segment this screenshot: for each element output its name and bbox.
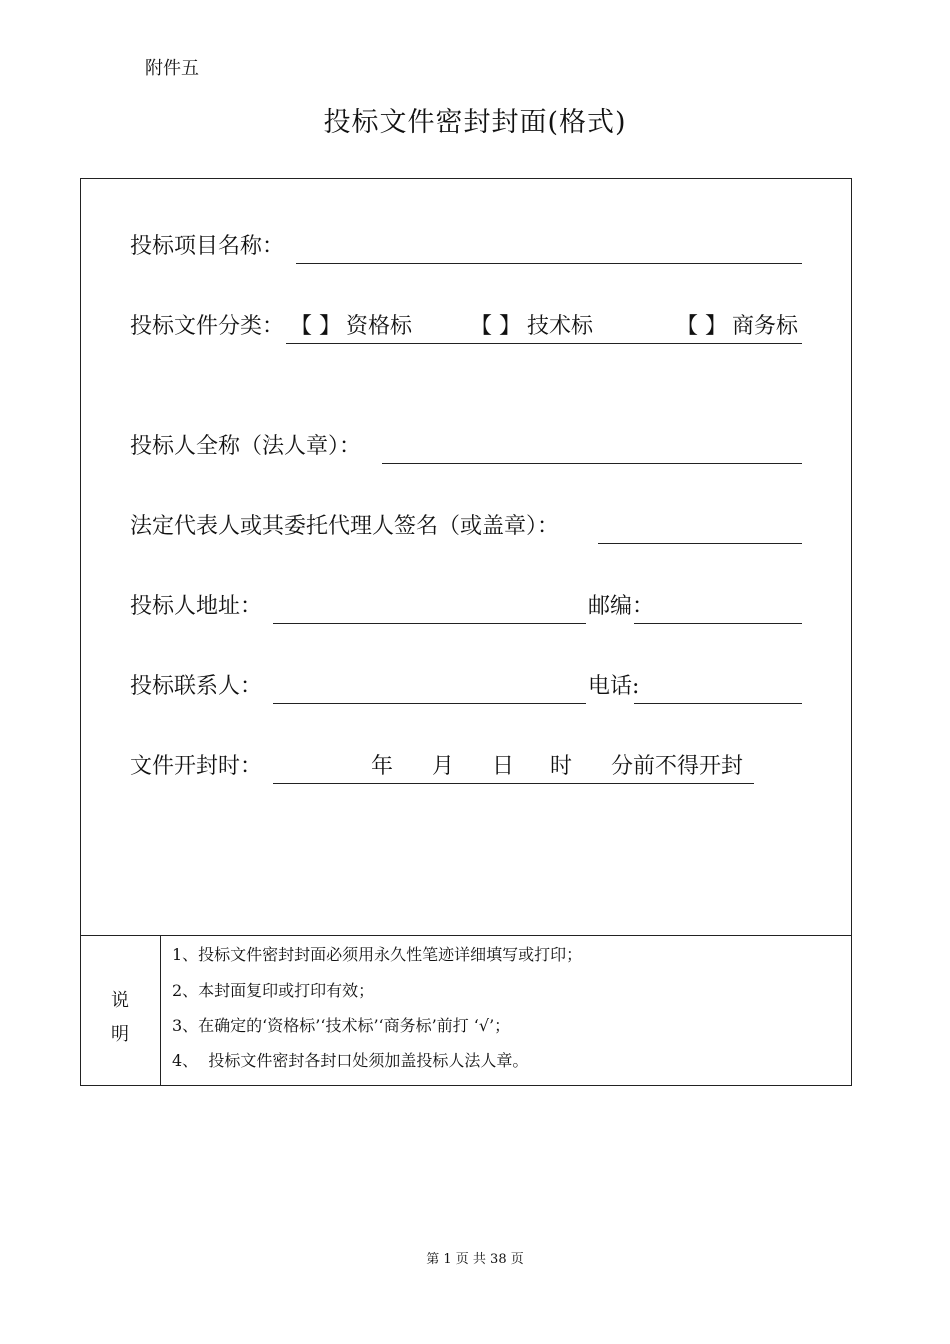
page-title: 投标文件密封封面(格式): [323, 107, 627, 138]
page-footer: 第 1 页 共 38 页: [426, 1252, 524, 1267]
category-label: 投标文件分类：: [130, 314, 285, 339]
commercial-checkbox[interactable]: 【 】: [676, 314, 727, 339]
contact-label: 投标联系人：: [130, 674, 263, 699]
technical-checkbox[interactable]: 【 】: [470, 314, 521, 339]
qualification-option-label: 资格标: [346, 314, 413, 339]
qualification-checkbox[interactable]: 【 】: [290, 314, 341, 339]
bidder-name-field[interactable]: [382, 463, 802, 464]
postcode-field[interactable]: [634, 623, 802, 624]
notes-divider: [80, 935, 852, 936]
bidder-name-label: 投标人全称（法人章）：: [130, 434, 362, 459]
notes-side-divider: [160, 935, 161, 1086]
hour-unit: 时: [550, 754, 573, 779]
address-label: 投标人地址：: [130, 594, 263, 619]
year-unit: 年: [371, 754, 394, 779]
phone-label: 电话:: [588, 674, 640, 699]
note-item-4: 4、 投标文件密封各封口处须加盖投标人法人章。: [172, 1051, 529, 1070]
notes-side-label-1: 说: [111, 990, 129, 1011]
open-time-field[interactable]: [273, 783, 754, 784]
project-name-field[interactable]: [296, 263, 802, 264]
project-name-label: 投标项目名称：: [130, 234, 285, 259]
commercial-option-label: 商务标: [732, 314, 799, 339]
address-field[interactable]: [273, 623, 586, 624]
note-item-1: 1、投标文件密封封面必须用永久性笔迹详细填写或打印；: [172, 945, 583, 964]
representative-label: 法定代表人或其委托代理人签名（或盖章）：: [130, 514, 560, 539]
postcode-label: 邮编：: [588, 594, 655, 619]
representative-field[interactable]: [598, 543, 802, 544]
notes-side-label-2: 明: [111, 1024, 129, 1045]
open-time-label: 文件开封时：: [130, 754, 263, 779]
note-item-2: 2、本封面复印或打印有效；: [172, 981, 375, 1000]
technical-option-label: 技术标: [527, 314, 594, 339]
phone-field[interactable]: [634, 703, 802, 704]
minute-suffix: 分前不得开封: [611, 754, 744, 779]
day-unit: 日: [492, 754, 515, 779]
contact-field[interactable]: [273, 703, 586, 704]
attachment-label: 附件五: [145, 58, 199, 79]
month-unit: 月: [432, 754, 455, 779]
category-underline: [286, 343, 802, 344]
note-item-3: 3、在确定的‘资格标’‘技术标’‘商务标’前打 ‘√’；: [172, 1016, 511, 1035]
